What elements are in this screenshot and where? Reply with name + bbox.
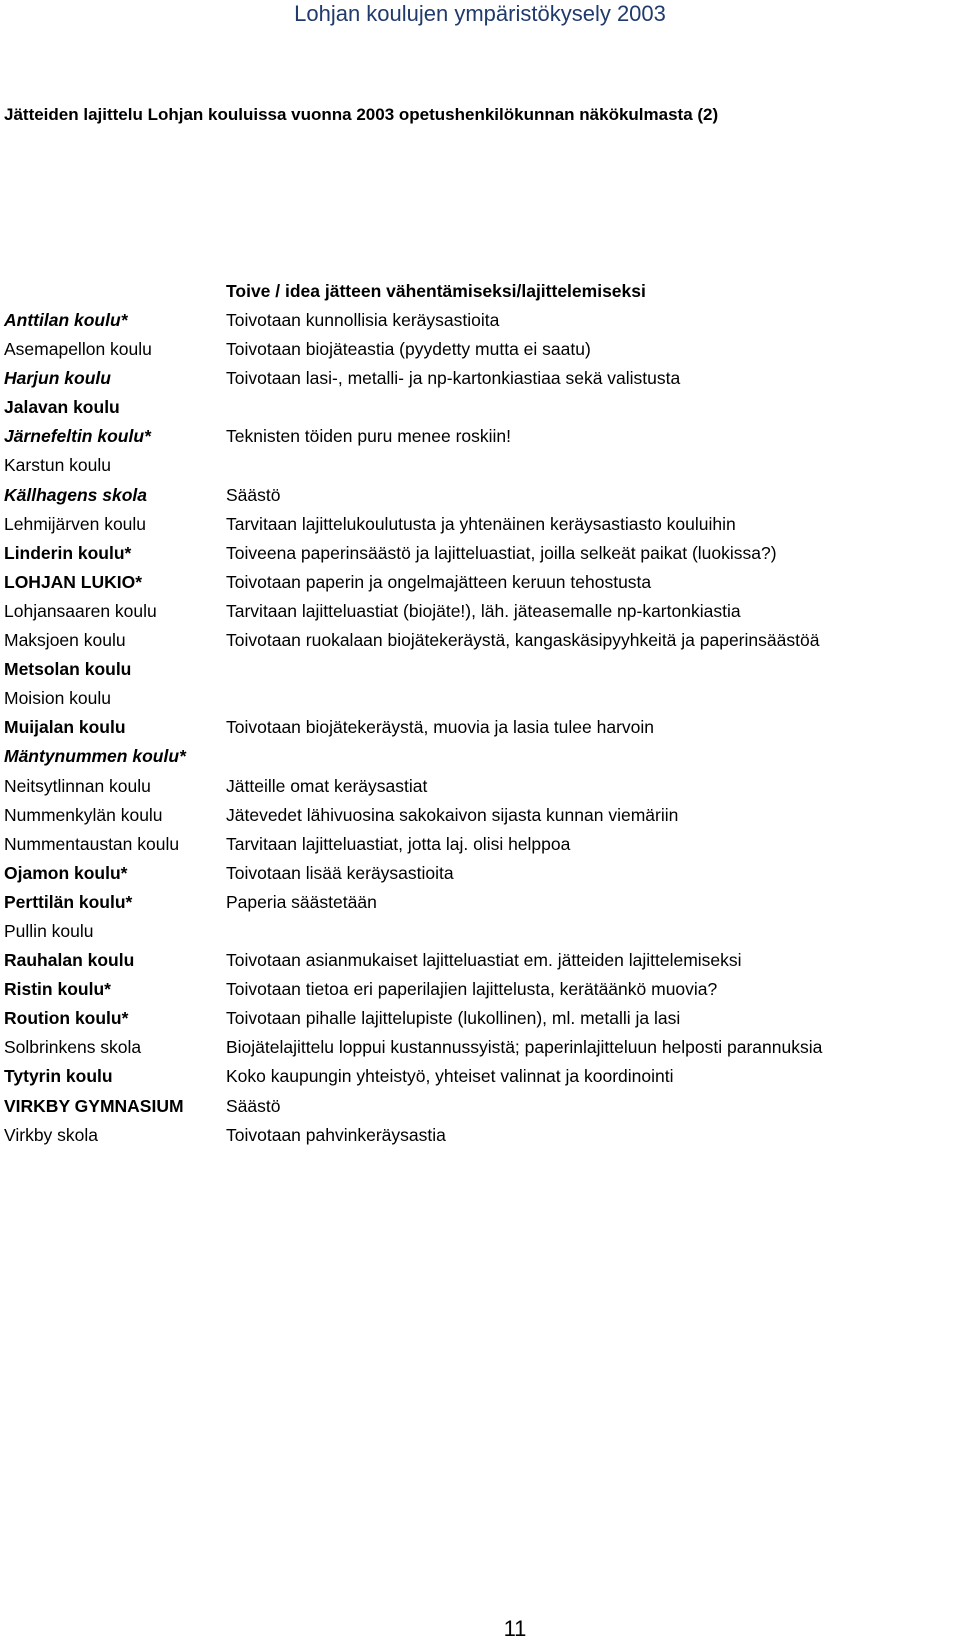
school-name: Maksjoen koulu — [4, 630, 126, 651]
school-name: Neitsytlinnan koulu — [4, 775, 151, 796]
school-name: Tytyrin koulu — [4, 1066, 113, 1087]
school-name: Lohjansaaren koulu — [4, 600, 157, 621]
table-row — [4, 658, 960, 687]
school-name: Ristin koulu* — [4, 979, 111, 1000]
idea-text: Paperia säästetään — [226, 891, 377, 912]
table-row — [4, 687, 960, 716]
table-row — [4, 484, 960, 513]
school-name: Virkby skola — [4, 1124, 99, 1145]
table-row — [4, 454, 960, 483]
school-name: Mäntynummen koulu* — [4, 746, 186, 767]
table-row — [4, 600, 960, 629]
table-row — [4, 338, 960, 367]
idea-text: Toivotaan tietoa eri paperilajien lajittelusta, kerätäänkö muovia? — [226, 979, 718, 1000]
table-row — [4, 891, 960, 920]
header-title: Lohjan koulujen ympäristökysely 2003 — [294, 1, 666, 26]
table-row — [4, 425, 960, 454]
idea-text: Toiveena paperinsäästö ja lajitteluastiat, joilla selkeät paikat (luokissa?) — [226, 542, 777, 563]
idea-text: Teknisten töiden puru menee roskiin! — [226, 426, 512, 447]
idea-text: Säästö — [226, 1095, 281, 1116]
idea-text: Toivotaan pihalle lajittelupiste (lukollinen), ml. metalli ja lasi — [226, 1008, 681, 1029]
idea-text: Toivotaan ruokalaan biojätekeräystä, kangaskäsipyyhkeitä ja paperinsäästöä — [226, 630, 820, 651]
idea-text: Säästö — [226, 484, 281, 505]
idea-text: Toivotaan biojäteastia (pyydetty mutta ei saatu) — [226, 339, 591, 360]
table-row — [4, 1095, 960, 1124]
table-row — [4, 1007, 960, 1036]
table-row — [4, 629, 960, 658]
school-name: Källhagens skola — [4, 484, 147, 505]
table-row — [4, 309, 960, 338]
school-name: Jalavan koulu — [4, 397, 120, 418]
school-name: Ojamon koulu* — [4, 862, 128, 883]
school-name: Pullin koulu — [4, 920, 94, 941]
idea-text: Toivotaan lisää keräysastioita — [226, 862, 454, 883]
table-row — [4, 804, 960, 833]
idea-text: Tarvitaan lajittelukoulutusta ja yhtenäinen keräysastiasto kouluihin — [226, 513, 736, 534]
school-name: Metsolan koulu — [4, 659, 132, 680]
school-name: VIRKBY GYMNASIUM — [4, 1095, 184, 1116]
table-row — [4, 542, 960, 571]
school-name: Nummentaustan koulu — [4, 833, 180, 854]
idea-text: Toivotaan lasi-, metalli- ja np-kartonkiastiaa sekä valistusta — [226, 368, 681, 389]
table-rows — [4, 309, 960, 1153]
idea-text: Koko kaupungin yhteistyö, yhteiset valinnat ja koordinointi — [226, 1066, 674, 1087]
school-name: Moision koulu — [4, 688, 111, 709]
table-row — [4, 920, 960, 949]
school-name: Asemapellon koulu — [4, 339, 152, 360]
school-name: Solbrinkens skola — [4, 1037, 142, 1058]
school-name: Järnefeltin koulu* — [4, 426, 151, 447]
school-name: Muijalan koulu — [4, 717, 126, 738]
school-name: Rauhalan koulu — [4, 950, 135, 971]
idea-text: Tarvitaan lajitteluastiat (biojäte!), läh. jäteasemalle np-kartonkiastia — [226, 600, 741, 621]
school-name: LOHJAN LUKIO* — [4, 571, 143, 592]
column-header-idea: Toive / idea jätteen vähentämiseksi/lajittelemiseksi — [226, 281, 646, 301]
table-row — [4, 367, 960, 396]
idea-text: Biojätelajittelu loppui kustannussyistä; paperinlajitteluun helposti parannuksia — [226, 1037, 823, 1058]
table-row — [4, 978, 960, 1007]
page-subtitle: Jätteiden lajittelu Lohjan kouluissa vuonna 2003 opetushenkilökunnan näkökulmasta (2) — [4, 105, 719, 124]
idea-text: Tarvitaan lajitteluastiat, jotta laj. olisi helppoa — [226, 833, 571, 854]
table-row — [4, 862, 960, 891]
idea-text: Toivotaan asianmukaiset lajitteluastiat em. jätteiden lajittelemiseksi — [226, 950, 742, 971]
school-name: Harjun koulu — [4, 368, 111, 389]
idea-text: Toivotaan pahvinkeräysastia — [226, 1124, 446, 1145]
school-name: Karstun koulu — [4, 455, 112, 476]
idea-text: Toivotaan paperin ja ongelmajätteen keruun tehostusta — [226, 571, 652, 592]
school-name: Roution koulu* — [4, 1008, 129, 1029]
table-row — [4, 1065, 960, 1094]
table-row — [4, 1124, 960, 1153]
table-row — [4, 571, 960, 600]
school-name: Lehmijärven koulu — [4, 513, 147, 534]
page-header — [0, 0, 960, 40]
table-row — [4, 396, 960, 425]
idea-text: Jätteille omat keräysastiat — [226, 775, 428, 796]
table-row — [4, 949, 960, 978]
page-number: 11 — [503, 1616, 527, 1641]
idea-text: Jätevedet lähivuosina sakokaivon sijasta kunnan viemäriin — [226, 804, 679, 825]
idea-text: Toivotaan biojätekeräystä, muovia ja lasia tulee harvoin — [226, 717, 655, 738]
table-row — [4, 833, 960, 862]
table-row — [4, 513, 960, 542]
table-row — [4, 1036, 960, 1065]
school-name: Anttilan koulu* — [4, 310, 128, 330]
school-name: Linderin koulu* — [4, 542, 132, 563]
school-name: Nummenkylän koulu — [4, 804, 163, 825]
table-row — [4, 716, 960, 745]
table-row — [4, 745, 960, 774]
table-row — [4, 775, 960, 804]
school-name: Perttilän koulu* — [4, 891, 133, 912]
idea-text: Toivotaan kunnollisia keräysastioita — [226, 310, 500, 330]
